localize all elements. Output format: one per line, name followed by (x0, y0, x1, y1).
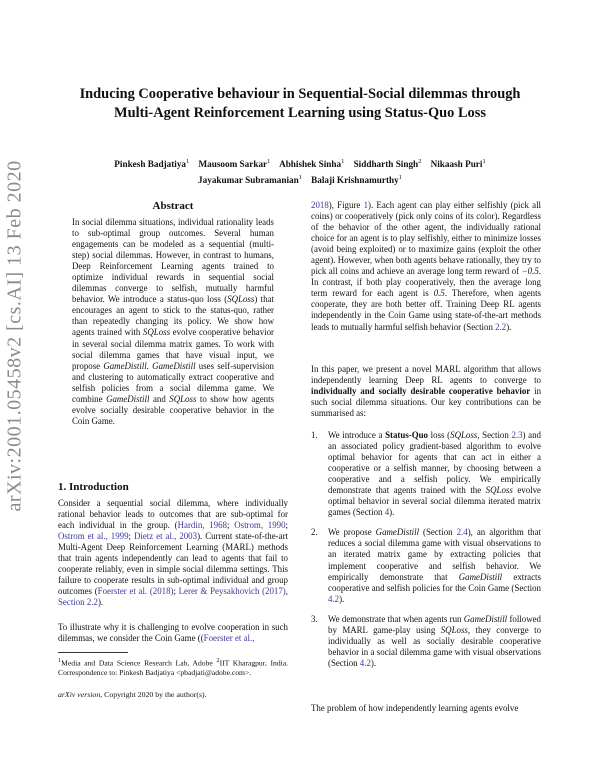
copyright-notice: arXiv version, Copyright 2020 by the author(s). (58, 690, 207, 699)
title-line-1: Inducing Cooperative behaviour in Sequential-Social dilemmas through (79, 86, 521, 102)
list-item: 2. We propose GameDistill (Section 2.4), an algorithm that reduces a social dilemma game with visual observations to an iterated matrix game by extracting policies that implement cooperative and selfish behavior. We empirically demonstrate that GameDistill extracts cooperative and selfish policies for the Coin Game (Section 4.2). (311, 527, 542, 604)
author-name: Pinkesh Badjatiya (114, 159, 187, 170)
right-paragraph-2: In this paper, we present a novel MARL algorithm that allows independently learning Deep RL agents to converge to individually and socially desirable cooperative behavior in such social dilemma situations. Our key contributions can be summarised as: (311, 364, 542, 419)
contributions-list (311, 430, 541, 678)
figure-link[interactable]: 1 (363, 200, 369, 210)
list-item: 1. We introduce a Status-Quo loss (SQLoss, Section 2.3) and an associated policy gradient-based algorithm to evolve optimal behavior for agents that can act in either a cooperative or a selfish manner, by choosing between a cooperative and a selfish policy. We empirically demonstrate that agents trained with the SQLoss evolve optimal behavior in several social dilemma iterated matrix games (Section 4). (311, 430, 541, 518)
abstract-heading: Abstract (152, 200, 194, 212)
section-heading-introduction: 1. Introduction (58, 481, 129, 493)
abstract-body: In social dilemma situations, individual rationality leads to sub-optimal group outcomes. Several human engagements can be modeled as a sequential (multi-step) social dilemmas. However, in contrast to humans, Deep Reinforcement Learning agents trained to optimize individual rewards in sequential social dilemmas converge to selfish, mutually harmful behavior. We introduce a status-quo loss (SQLoss) that encourages an agent to stick to the status-quo, rather than repeatedly changing its policy. We show how agents trained with SQLoss evolve cooperative behavior in several social dilemma matrix games. To work with social dilemma games that have visual input, we propose GameDistill. GameDistill uses self-supervision and clustering to automatically extract cooperative and selfish policies from a social dilemma game. We combine GameDistill and SQLoss to show how agents evolve socially desirable cooperative behavior in the Coin Game. (72, 217, 274, 426)
section-link[interactable]: 4.2 (359, 657, 371, 668)
author-name: Jayakumar Subramanian (198, 175, 299, 186)
arxiv-stamp: arXiv:2001.05458v2 [cs.AI] 13 Feb 2020 (3, 160, 26, 512)
footnote: $^1$Media and Data Science Research Lab, Adobe $^2$IIT Kharagpur, India. Correspondence to: Pinkesh Badjatiya <pbadjati@adobe.com>. (58, 657, 289, 678)
citation-link[interactable]: Foerster et al., (203, 633, 255, 644)
right-paragraph-1: 2018), Figure 1). Each agent can play either selfishly (pick all coins) or cooperatively (pick only coins of its color). Regardless of the behavior of the other agent, the individually rational choice for an agent is to play selfishly, either to minimize losses (avoid being exploited) or to maximize gains (exploit the other agent). However, when both agents behave rationally, they try to pick all coins and achieve an average long term reward of −0.5. In contrast, if both play cooperatively, then the average long term reward for each agent is 0.5. Therefore, when agents cooperate, they are both better off. Training Deep RL agents independently in the Coin Game using state-of-the-art methods leads to mutually harmful selfish behavior (Section 2.2). (311, 200, 541, 332)
section-link[interactable]: 2.2 (495, 321, 507, 332)
citation-link[interactable]: Ostrom, 1990 (234, 520, 286, 531)
intro-paragraph-2: To illustrate why it is challenging to evolve cooperation in such dilemmas, we consider the Coin Game ((Foerster et al., (58, 622, 288, 644)
intro-paragraph-1: Consider a sequential social dilemma, where individually rational behavior leads to outcomes that are sub-optimal for each individual in the group. (Hardin, 1968; Ostrom, 1990; Ostrom et al., 1999; Dietz et al., 2003). Current state-of-the-art Multi-Agent Deep Reinforcement Learning (MARL) methods that train agents independently can lead to agents that fail to cooperate reliably, even in simple social dilemma settings. This failure to cooperate results in sub-optimal individual and group outcomes (Foerster et al. (2018); Lerer & Peysakhovich (2017), Section 2.2). (58, 498, 289, 608)
citation-link[interactable]: Lerer & Peysakhovich (2017) (178, 586, 286, 597)
title-line-2: Multi-Agent Reinforcement Learning using Status-Quo Loss (114, 105, 486, 121)
section-link[interactable]: 4 (384, 507, 390, 518)
author-name: Mausoom Sarkar (198, 159, 268, 170)
citation-link[interactable]: Foerster et al. (2018) (97, 586, 174, 597)
list-item: 3. We demonstrate that when agents run GameDistill followed by MARL game-play using SQLoss, they converge to individually as well as socially desirable cooperative behavior in a social dilemma game with visual observations (Section 4.2). (311, 613, 542, 668)
footnote-rule (58, 652, 128, 653)
author-line-2: Jayakumar Subramanian$^1$ Balaji Krishnamurthy$^1$ (198, 174, 402, 186)
citation-link[interactable]: Ostrom et al., 1999 (58, 531, 129, 542)
section-link[interactable]: 2.4 (456, 527, 468, 538)
author-name: Abhishek Sinha (279, 159, 342, 170)
citation-link[interactable]: Dietz et al., 2003 (133, 531, 198, 542)
section-link[interactable]: 4.2 (328, 593, 340, 604)
section-link[interactable]: 2.3 (511, 430, 523, 440)
section-link[interactable]: Section 2.2 (58, 597, 98, 608)
author-name: Siddharth Singh (353, 159, 419, 170)
author-list (60, 155, 540, 187)
citation-link[interactable]: Hardin, 1968 (177, 520, 227, 531)
author-name: Balaji Krishnamurthy (311, 175, 399, 186)
author-line-1: Pinkesh Badjatiya$^1$ Mausoom Sarkar$^1$ Abhishek Sinha$^1$ Siddharth Singh$^2$ Nikaash Puri$^1$ (114, 158, 486, 170)
citation-link[interactable]: 2018 (311, 200, 329, 210)
paper-title (40, 85, 560, 123)
right-paragraph-3: The problem of how independently learning agents evolve (311, 703, 519, 713)
author-name: Nikaash Puri (430, 159, 483, 170)
